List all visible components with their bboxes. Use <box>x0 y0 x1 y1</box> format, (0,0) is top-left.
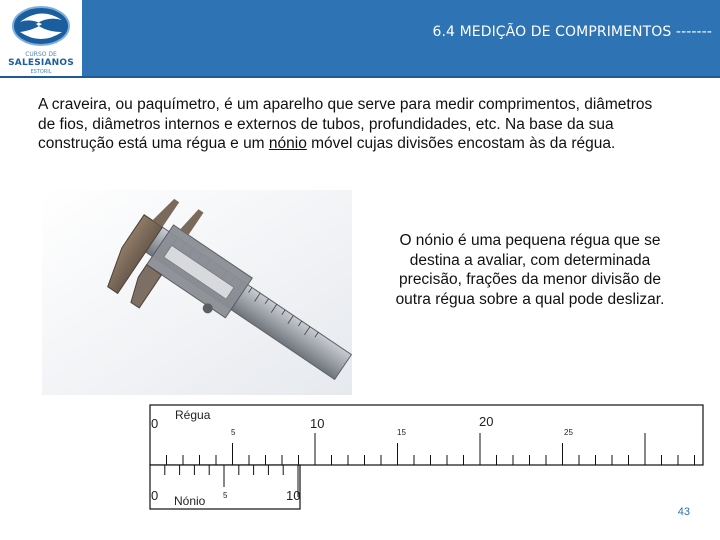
intro-text-before: A craveira, ou paquímetro, é um aparelho que serve para medir comprimentos, diâmetros de fios, diâmetros internos e externos de tubos, profundidades, etc. Na base da sua construção está uma régua e um <box>38 96 653 152</box>
ruler-label: Régua <box>175 408 211 422</box>
ruler-major-20: 20 <box>479 414 494 429</box>
ruler-major-0: 0 <box>151 416 159 431</box>
header-bar <box>0 0 720 78</box>
vernier-number-10: 10 <box>286 488 301 503</box>
ruler-minor-25: 25 <box>564 428 573 437</box>
logo-emblem-icon <box>6 2 76 52</box>
vernier-number-0: 0 <box>151 488 159 503</box>
vernier-label: Nónio <box>174 494 206 508</box>
logo-main-text: SALESIANOS <box>8 58 74 68</box>
logo-sub-text: ESTORIL <box>30 69 52 75</box>
page-number: 43 <box>677 506 690 518</box>
intro-text-after: móvel cujas divisões encostam às da régua. <box>306 135 616 152</box>
logo-top-text: CURSO DE <box>25 51 57 58</box>
ruler-major-10: 10 <box>310 416 325 431</box>
caliper-photo <box>42 190 352 395</box>
vernier-frame <box>150 465 300 509</box>
ruler-minor-15: 15 <box>397 428 406 437</box>
intro-paragraph <box>38 95 658 154</box>
vernier-scale-diagram <box>148 403 708 513</box>
nonio-link-text: nónio <box>268 135 307 152</box>
ruler-ticks <box>150 433 695 465</box>
nonio-definition: O nónio é uma pequena régua que se destina a avaliar, com determinada precisão, frações da menor divisão de outra régua sobre a qual pode deslizar. <box>395 232 665 308</box>
vernier-number-5: 5 <box>223 491 228 500</box>
ruler-minor-5: 5 <box>231 428 236 437</box>
slide-title: 6.4 MEDIÇÃO DE COMPRIMENTOS ------- <box>432 24 712 40</box>
salesianos-logo <box>0 0 82 76</box>
